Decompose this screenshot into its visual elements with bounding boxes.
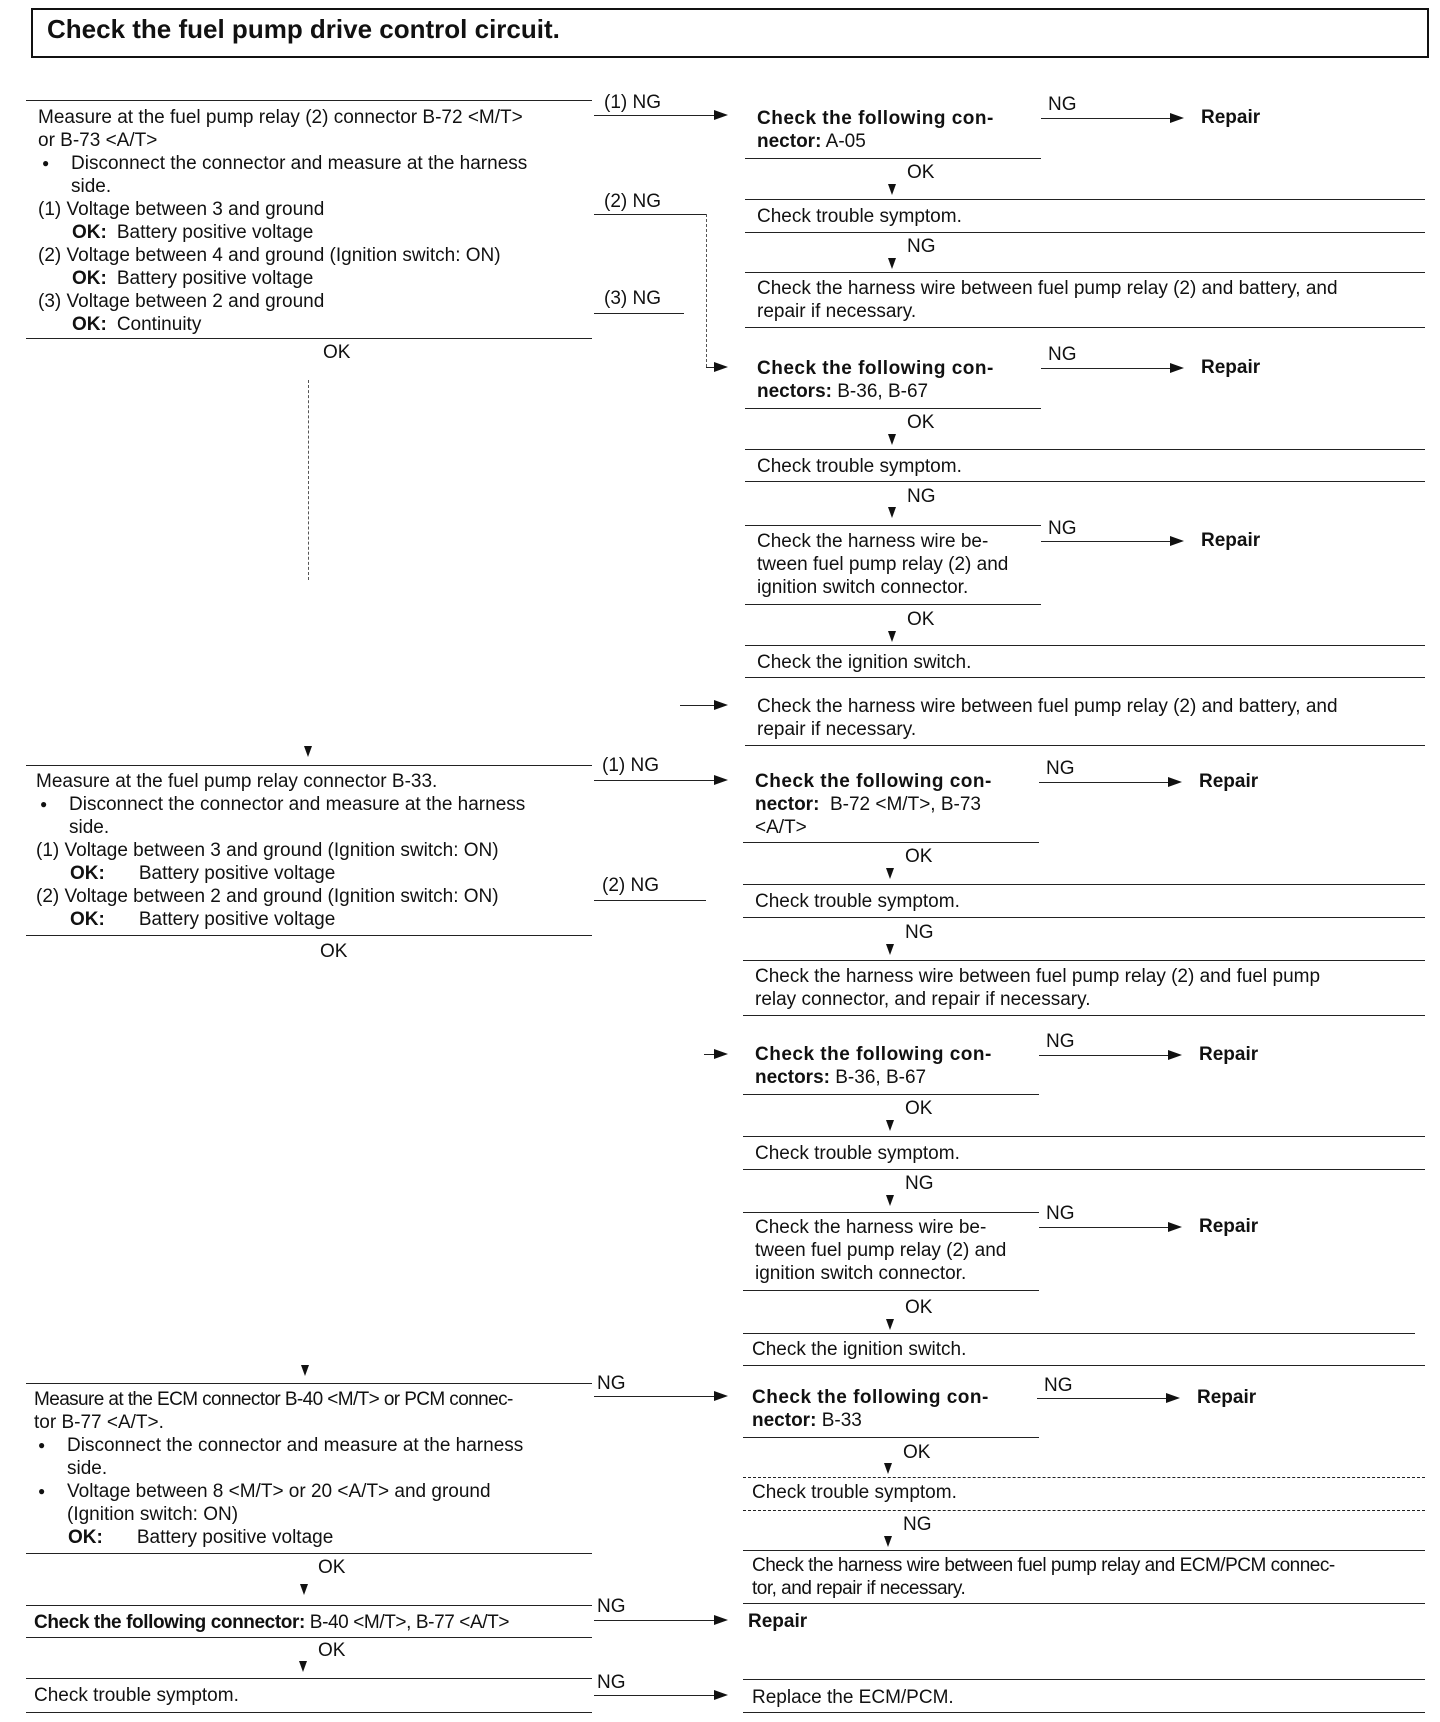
arrow-line	[594, 900, 706, 901]
r4-bold: nectors:	[757, 381, 832, 402]
arrow-down	[888, 184, 896, 195]
divider	[26, 1678, 592, 1679]
step2-line: side.	[69, 817, 110, 838]
divider	[26, 338, 592, 339]
arrow-line	[680, 705, 716, 706]
ng-label: NG	[905, 922, 934, 943]
arrow-down	[299, 1661, 307, 1672]
divider	[743, 1603, 1425, 1604]
divider	[745, 525, 1041, 526]
connector-line	[308, 380, 309, 580]
step3-line: tor B-77 <A/T>.	[34, 1412, 164, 1433]
ok-value: Battery positive voltage	[138, 863, 336, 884]
arrow-line	[1037, 1398, 1167, 1399]
step3-ok	[34, 1526, 596, 1549]
r11-line: relay connector, and repair if necessary.	[755, 989, 1091, 1010]
divider	[745, 232, 1425, 233]
repair-label: Repair	[748, 1611, 808, 1632]
r14-line: Check the harness wire be-	[755, 1217, 987, 1238]
r18-line: Check the harness wire between fuel pump relay and ECM/PCM connec-	[752, 1555, 1335, 1576]
r3-line: Check the harness wire between fuel pump relay (2) and battery, and	[757, 278, 1338, 299]
divider	[745, 449, 1425, 450]
ok-label: OK	[905, 1297, 933, 1318]
divider	[743, 1212, 1039, 1213]
ok-label: OK	[905, 1098, 933, 1119]
ok-label: OK:	[70, 909, 105, 930]
ng-label: NG	[1048, 94, 1077, 115]
step3-line: side.	[67, 1458, 108, 1479]
divider	[743, 1477, 1425, 1478]
divider	[743, 1365, 1425, 1366]
arrow-line	[706, 214, 707, 367]
step2-bullet: ● Disconnect the connector and measure at the harness	[36, 793, 596, 816]
r12-line	[755, 1043, 1035, 1066]
divider	[743, 1510, 1425, 1511]
divider	[743, 960, 1425, 961]
step1-ok	[38, 267, 598, 290]
ok-value: Continuity	[116, 314, 202, 335]
arrow-head	[1166, 1393, 1180, 1403]
ng-label: NG	[907, 486, 936, 507]
ng-label: NG	[597, 1672, 626, 1693]
arrow-line	[594, 1396, 714, 1397]
r4-line	[757, 357, 1037, 380]
r9-line	[755, 770, 1035, 793]
divider	[26, 100, 592, 101]
ng-label: NG	[1044, 1375, 1073, 1396]
arrow-line	[594, 1620, 714, 1621]
repair-label: Repair	[1199, 1216, 1259, 1237]
step3-bullet: ● Disconnect the connector and measure at the harness	[34, 1434, 596, 1457]
ng-label: NG	[1048, 518, 1077, 539]
arrow-down	[886, 1120, 894, 1131]
ng-label: NG	[1046, 1203, 1075, 1224]
step3-box	[34, 1388, 596, 1549]
divider	[743, 1437, 1039, 1438]
r16-line	[752, 1409, 1032, 1432]
ng-label: NG	[597, 1373, 626, 1394]
divider	[26, 1637, 592, 1638]
divider	[743, 1169, 1425, 1170]
r3-line: repair if necessary.	[757, 301, 917, 322]
divider	[26, 1712, 592, 1713]
r12-box	[755, 1043, 1035, 1089]
ok-value: Battery positive voltage	[136, 1527, 334, 1548]
divider	[745, 199, 1425, 200]
ng-label: NG	[1046, 1031, 1075, 1052]
arrow-down	[888, 258, 896, 269]
r12-bold: nectors:	[755, 1067, 830, 1088]
divider	[743, 1712, 1425, 1713]
divider	[26, 935, 592, 936]
divider	[26, 1383, 592, 1384]
repair-label: Repair	[1201, 530, 1261, 551]
r9-bold: nector:	[755, 794, 820, 815]
r15-text: Check the ignition switch.	[752, 1339, 967, 1360]
ng-label: NG	[597, 1596, 626, 1617]
ok-label: OK	[323, 342, 351, 363]
step1-line: or B-73 <A/T>	[38, 130, 158, 151]
r3-box	[757, 277, 1425, 323]
r16-line	[752, 1386, 1032, 1409]
r14-box	[755, 1216, 1006, 1285]
r12-conn: B-36, B-67	[835, 1067, 927, 1088]
divider	[743, 1290, 1039, 1291]
arrow-down	[888, 507, 896, 518]
arrow-line	[1039, 1055, 1169, 1056]
step1-ok	[38, 313, 598, 336]
divider	[743, 884, 1425, 885]
ok-label: OK	[318, 1557, 346, 1578]
arrow-head	[714, 362, 728, 372]
ng-label: NG	[1048, 344, 1077, 365]
r18-box	[752, 1554, 1425, 1600]
arrow-line	[1041, 118, 1171, 119]
step3-bullet: ● Voltage between 8 <M/T> or 20 <A/T> and ground	[34, 1480, 596, 1503]
arrow-down	[884, 1463, 892, 1474]
arrow-line	[594, 313, 684, 314]
divider	[745, 645, 1425, 646]
divider	[26, 1605, 592, 1606]
ng-label: (1) NG	[602, 755, 659, 776]
r19-text: Replace the ECM/PCM.	[752, 1687, 954, 1708]
divider	[745, 481, 1425, 482]
divider	[745, 327, 1425, 328]
ng-label: NG	[1046, 758, 1075, 779]
arrow-down	[886, 944, 894, 955]
r1-line	[757, 107, 1037, 130]
arrow-head	[714, 1391, 728, 1401]
r14-line: ignition switch connector.	[755, 1263, 967, 1284]
step2-box	[36, 770, 596, 931]
arrow-down	[884, 1536, 892, 1547]
r18-line: tor, and repair if necessary.	[752, 1578, 966, 1599]
ok-label: OK:	[68, 1527, 103, 1548]
page-title: Check the fuel pump drive control circuit.	[47, 14, 560, 44]
arrow-down	[301, 1365, 309, 1376]
arrow-line	[594, 780, 714, 781]
arrow-head	[1168, 777, 1182, 787]
arrow-line	[1039, 782, 1169, 783]
arrow-line	[1041, 541, 1171, 542]
repair-label: Repair	[1197, 1387, 1257, 1408]
divider	[743, 1333, 1415, 1334]
repair-label: Repair	[1199, 1044, 1259, 1065]
r4-conn: B-36, B-67	[837, 381, 929, 402]
ok-label: OK	[907, 412, 935, 433]
r11-box	[755, 965, 1425, 1011]
divider	[745, 604, 1041, 605]
repair-label: Repair	[1201, 107, 1261, 128]
r12-bold: Check the following con-	[755, 1044, 992, 1065]
step2-line: Measure at the fuel pump relay connector B-33.	[36, 771, 438, 792]
step2-line: (2) Voltage between 2 and ground (Ignition switch: ON)	[36, 886, 499, 907]
arrow-down	[300, 1584, 308, 1595]
step3-line: Measure at the ECM connector B-40 <M/T> or PCM connec-	[34, 1389, 513, 1410]
arrow-head	[714, 1049, 728, 1059]
r12-line	[755, 1066, 1035, 1089]
divider	[26, 765, 592, 766]
divider	[745, 408, 1041, 409]
step2-line: (1) Voltage between 3 and ground (Ignition switch: ON)	[36, 840, 499, 861]
step4-bold: Check the following connector:	[34, 1612, 305, 1633]
r1-bold: Check the following con-	[757, 108, 994, 129]
step4-conn: B-40 <M/T>, B-77 <A/T>	[309, 1612, 510, 1633]
divider	[743, 1015, 1425, 1016]
divider	[745, 677, 1425, 678]
r5-text: Check trouble symptom.	[757, 456, 962, 477]
step2-ok	[36, 862, 596, 885]
ng-label: NG	[907, 236, 936, 257]
ok-label: OK:	[72, 222, 107, 243]
arrow-line	[1039, 1227, 1169, 1228]
r9-bold: Check the following con-	[755, 771, 992, 792]
arrow-down	[886, 1319, 894, 1330]
arrow-head	[1170, 536, 1184, 546]
ng-label: (1) NG	[604, 92, 661, 113]
step1-box	[38, 106, 598, 336]
arrow-head	[714, 1615, 728, 1625]
arrow-head	[714, 775, 728, 785]
divider	[26, 1553, 592, 1554]
ok-label: OK	[903, 1442, 931, 1463]
r16-bold: Check the following con-	[752, 1387, 989, 1408]
r11-line: Check the harness wire between fuel pump relay (2) and fuel pump	[755, 966, 1321, 987]
ng-label: (3) NG	[604, 288, 661, 309]
divider	[743, 1679, 1425, 1680]
ok-label: OK	[907, 609, 935, 630]
arrow-down	[888, 631, 896, 642]
r4-box	[757, 357, 1037, 403]
r17-text: Check trouble symptom.	[752, 1482, 957, 1503]
r9-line: <A/T>	[755, 817, 807, 838]
ok-label: OK	[907, 162, 935, 183]
r9-box	[755, 770, 1035, 839]
divider	[743, 1550, 1425, 1551]
arrow-head	[714, 1690, 728, 1700]
ok-label: OK:	[72, 268, 107, 289]
r8-line: Check the harness wire between fuel pump relay (2) and battery, and	[757, 696, 1338, 717]
arrow-line	[594, 214, 706, 215]
r1-conn: A-05	[825, 131, 866, 152]
ok-value: Battery positive voltage	[116, 222, 314, 243]
step1-line: side.	[71, 176, 112, 197]
arrow-head	[1168, 1050, 1182, 1060]
arrow-line	[594, 115, 714, 116]
step1-line: (2) Voltage between 4 and ground (Ignition switch: ON)	[38, 245, 501, 266]
step1-line: (1) Voltage between 3 and ground	[38, 199, 325, 220]
r6-line: tween fuel pump relay (2) and	[757, 554, 1009, 575]
arrow-line	[594, 1695, 714, 1696]
arrow-head	[1170, 113, 1184, 123]
step3-line: (Ignition switch: ON)	[67, 1504, 239, 1525]
step5-text: Check trouble symptom.	[34, 1685, 239, 1706]
step1-bullet: ● Disconnect the connector and measure at the harness	[38, 152, 598, 175]
r6-line: ignition switch connector.	[757, 577, 969, 598]
r6-box	[757, 530, 1008, 599]
r6-line: Check the harness wire be-	[757, 531, 989, 552]
r1-box	[757, 107, 1037, 153]
r16-bold: nector:	[752, 1410, 817, 1431]
arrow-head	[714, 700, 728, 710]
arrow-line	[1041, 368, 1171, 369]
step4-box	[34, 1611, 509, 1634]
r4-bold: Check the following con-	[757, 358, 994, 379]
r1-line	[757, 130, 1037, 153]
repair-label: Repair	[1201, 357, 1261, 378]
ok-label: OK:	[72, 314, 107, 335]
arrow-down	[304, 746, 312, 757]
ng-label: NG	[903, 1514, 932, 1535]
step1-line: Measure at the fuel pump relay (2) connector B-72 <M/T>	[38, 107, 523, 128]
ng-label: NG	[905, 1173, 934, 1194]
ng-label: (2) NG	[604, 191, 661, 212]
divider	[745, 745, 1425, 746]
arrow-head	[1170, 363, 1184, 373]
r1-bold: nector:	[757, 131, 822, 152]
divider	[743, 842, 1039, 843]
repair-label: Repair	[1199, 771, 1259, 792]
r8-line: repair if necessary.	[757, 719, 917, 740]
ok-label: OK:	[70, 863, 105, 884]
r9-line	[755, 793, 1035, 816]
ok-label: OK	[318, 1640, 346, 1661]
arrow-head	[714, 110, 728, 120]
arrow-line	[706, 367, 714, 368]
r14-line: tween fuel pump relay (2) and	[755, 1240, 1007, 1261]
ok-label: OK	[905, 846, 933, 867]
arrow-down	[886, 868, 894, 879]
ok-label: OK	[320, 941, 348, 962]
ng-label: (2) NG	[602, 875, 659, 896]
r8-box	[757, 695, 1425, 741]
divider	[743, 1136, 1425, 1137]
r7-text: Check the ignition switch.	[757, 652, 972, 673]
r10-text: Check trouble symptom.	[755, 891, 960, 912]
arrow-head	[1168, 1222, 1182, 1232]
divider	[743, 917, 1425, 918]
step1-line: (3) Voltage between 2 and ground	[38, 291, 325, 312]
r4-line	[757, 380, 1037, 403]
r9-conn: B-72 <M/T>, B-73	[829, 794, 981, 815]
r2-text: Check trouble symptom.	[757, 206, 962, 227]
divider	[743, 1094, 1039, 1095]
divider	[745, 158, 1041, 159]
r16-box	[752, 1386, 1032, 1432]
divider	[745, 272, 1425, 273]
arrow-down	[888, 434, 896, 445]
ok-value: Battery positive voltage	[116, 268, 314, 289]
step1-ok	[38, 221, 598, 244]
step2-ok	[36, 908, 596, 931]
arrow-down	[886, 1195, 894, 1206]
r16-conn: B-33	[821, 1410, 862, 1431]
ok-value: Battery positive voltage	[138, 909, 336, 930]
r13-text: Check trouble symptom.	[755, 1143, 960, 1164]
